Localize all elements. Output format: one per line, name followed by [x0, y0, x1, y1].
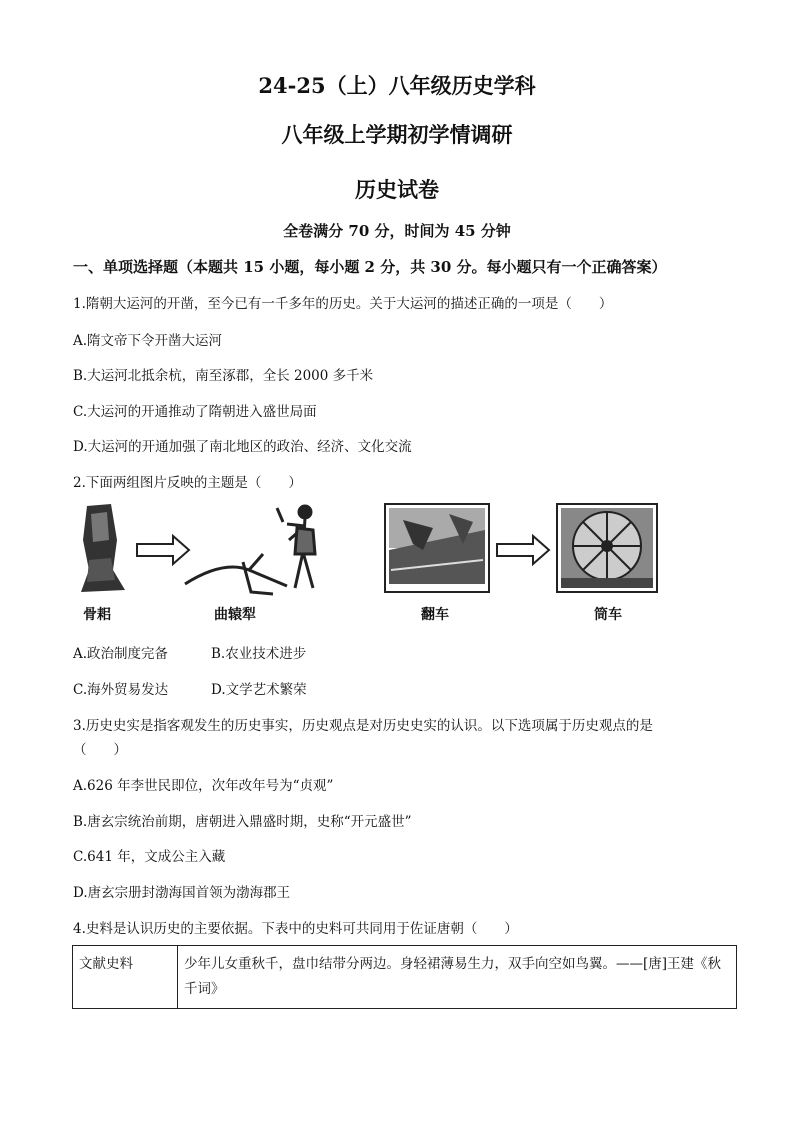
question-1-option-c: C.大运河的开通推动了隋朝进入盛世局面: [73, 404, 317, 420]
curved-plough-image: [185, 506, 315, 594]
source-table: [72, 945, 737, 1009]
arrow-right-icon: [497, 536, 549, 564]
figure-label-curved-plough: 曲辕犁: [214, 607, 256, 623]
bone-spade-image: [81, 504, 125, 592]
question-1-option-d: D.大运河的开通加强了南北地区的政治、经济、文化交流: [73, 439, 412, 455]
exam-subtitle: 八年级上学期初学情调研: [281, 122, 513, 147]
section-heading: 一、单项选择题（本题共 15 小题，每小题 2 分，共 30 分。每小题只有一个正确答案）: [73, 258, 667, 276]
question-2-stem: 2.下面两组图片反映的主题是（ ）: [73, 475, 302, 491]
table-row: [73, 946, 737, 1009]
figure-label-bone-spade: 骨耜: [83, 607, 111, 623]
question-2-figures: [73, 500, 733, 630]
question-2-option-c: C.海外贸易发达: [73, 682, 169, 698]
question-1-stem: 1.隋朝大运河的开凿，至今已有一千多年的历史。关于大运河的描述正确的一项是（ ）: [73, 296, 613, 312]
figure-label-water-lift: 翻车: [421, 607, 449, 623]
question-3-option-d: D.唐玄宗册封渤海国首领为渤海郡王: [73, 885, 291, 901]
question-2-option-b: B.农业技术进步: [211, 646, 307, 662]
source-table-content: 少年儿女重秋千，盘巾结带分两边。身轻裙薄易生力，双手向空如鸟翼。——[唐]王建《秋千词》: [178, 946, 737, 1009]
question-3-option-c: C.641 年，文成公主入藏: [73, 849, 226, 865]
question-2-option-d: D.文学艺术繁荣: [211, 682, 307, 698]
source-table-header: 文献史料: [73, 946, 178, 1009]
exam-title: 24-25（上）八年级历史学科: [258, 73, 536, 98]
question-3-stem: 3.历史史实是指客观发生的历史事实，历史观点是对历史史实的认识。以下选项属于历史观点的是: [73, 718, 653, 734]
question-4-stem: 4.史料是认识历史的主要依据。下表中的史料可共同用于佐证唐朝（ ）: [73, 921, 518, 937]
question-2-options-row-2: [73, 678, 307, 698]
tube-water-wheel-image: [557, 504, 657, 592]
figure-label-water-wheel: 筒车: [594, 607, 622, 623]
arrow-right-icon: [137, 536, 189, 564]
farming-tools-illustration: [73, 500, 733, 600]
question-3-option-a: A.626 年李世民即位，次年改年号为“贞观”: [73, 778, 334, 794]
question-3-option-b: B.唐玄宗统治前期，唐朝进入鼎盛时期，史称“开元盛世”: [73, 814, 412, 830]
question-2-options-row-1: [73, 642, 307, 662]
question-2-option-a: A.政治制度完备: [73, 646, 169, 662]
dragon-bone-water-lift-image: [385, 504, 489, 592]
exam-info: 全卷满分 70 分，时间为 45 分钟: [283, 222, 511, 240]
exam-subject: 历史试卷: [355, 177, 439, 202]
question-1-option-a: A.隋文帝下令开凿大运河: [73, 333, 223, 349]
question-1-option-b: B.大运河北抵余杭，南至涿郡，全长 2000 多千米: [73, 368, 374, 384]
question-3-stem-continued: （ ）: [73, 742, 127, 758]
